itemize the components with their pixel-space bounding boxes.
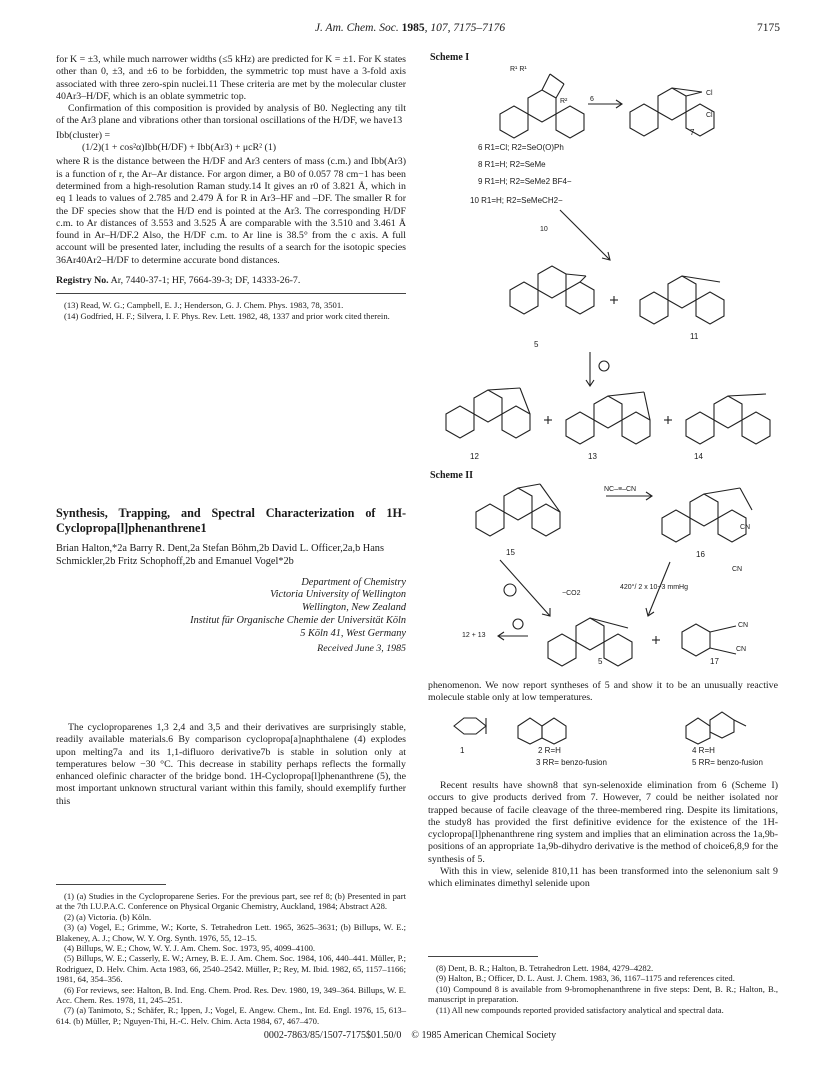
product-label: 12 + 13 bbox=[462, 632, 486, 639]
r-group-line: 6 R1=Cl; R2=SeO(O)Ph bbox=[478, 143, 564, 152]
paragraph: where R is the distance between the H/DF and Ar3 centers of mass (c.m.) and Ibb(Ar3) is a function of r, the Ar–Ar distance. For argon dimer, a B0 of 0.057 78 cm−1 has been determined from a high-resolution Raman study.14 It gives an r0 of 3.821 Å, which in eq 1 leads to values of 2.785 and 2.479 Å for R in Ar3–HF and –DF. The smaller R for the DF species show that the H/D end is pointed at the Ar3. The corresponding H/DF c.m. to Ar distances of 3.553 and 3.525 Å are comparable with the 3.510 and 3.461 Å found in Ar–H/DF.2 Also, the H/DF c.m. to Ar line is 38.5° from the c axis. A full account will be presented later, including the results of a search for the isotopic species 36Ar40Ar2–H/DF to determine accurate bond distances. bbox=[56, 156, 406, 266]
affiliation-line: Victoria University of Wellington bbox=[270, 589, 406, 601]
reference: (1) (a) Studies in the Cycloproparene Series. For the previous part, see ref 8; (b) Presented in part at the 7th I.U.P.A.C. Conference on Physical Organic Chemistry, Auckland, 1984; Abstract A28. bbox=[56, 891, 406, 912]
reference: (2) (a) Victoria. (b) Köln. bbox=[64, 911, 152, 922]
compound-label: 14 bbox=[694, 452, 703, 461]
references-bottom bbox=[56, 891, 406, 1026]
structure-label: 3 RR= benzo-fusion bbox=[536, 758, 607, 767]
reference: (4) Billups, W. E.; Chow, W. Y. J. Am. Chem. Soc. 1973, 95, 4099–4100. bbox=[64, 943, 316, 954]
footnotes-right bbox=[428, 950, 778, 1015]
compound-label: 7 bbox=[690, 128, 695, 137]
reference: (10) Compound 8 is available from 9-bromophenanthrene in five steps: Dent, B. R.; Halton, B., manuscript in preparation. bbox=[428, 983, 778, 1005]
r-group-line: 9 R1=H; R2=SeMe2 BF4− bbox=[478, 177, 572, 186]
references-top bbox=[56, 300, 406, 321]
compound-label: 5 bbox=[534, 340, 539, 349]
registry-text: Ar, 7440-37-1; HF, 7664-39-3; DF, 14333-26-7. bbox=[108, 275, 301, 287]
label-cl: Cl bbox=[706, 112, 713, 119]
reference: (9) Halton, B.; Officer, D. L. Aust. J. Chem. 1983, 36, 1167–1175 and references cited. bbox=[436, 973, 735, 984]
compound-label: 13 bbox=[588, 452, 597, 461]
structure-label: 5 RR= benzo-fusion bbox=[692, 758, 763, 767]
received-date: Received June 3, 1985 bbox=[317, 642, 406, 654]
equation-1 bbox=[56, 130, 406, 155]
reference: (5) Billups, W. E.; Casserly, E. W.; Arney, B. E. J. Am. Chem. Soc. 1984, 106, 440–441. Müller, P.; Rodriguez, D. Helv. Chim. Acta 1983, 66, 2540–2542. Müller, P.; Rey, M. Ibid. 1982, 65, 1157–1166; 1981, 64, 354–356. bbox=[56, 953, 406, 985]
divider bbox=[56, 293, 406, 294]
r-group-line: 8 R1=H; R2=SeMe bbox=[478, 160, 546, 169]
label-cn: CN bbox=[736, 646, 747, 653]
equation-line: (1/2)(1 + cos²α)Ibb(H/DF) + Ibb(Ar3) + μcR² (1) bbox=[82, 142, 277, 154]
affiliation-line: 5 Köln 41, West Germany bbox=[300, 627, 406, 639]
reagent-label: NC–≡–CN bbox=[604, 486, 637, 493]
scheme-1-reaction-top bbox=[480, 62, 780, 172]
scheme-1-products bbox=[436, 384, 786, 454]
label-cn: CN bbox=[738, 622, 749, 629]
reference: (14) Godfried, H. F.; Silvera, I. F. Phys. Rev. Lett. 1982, 48, 1337 and prior work cited therein. bbox=[64, 310, 390, 321]
affiliation-line: Department of Chemistry bbox=[301, 576, 406, 588]
references-right bbox=[428, 963, 778, 1015]
scheme-1-label: Scheme I bbox=[430, 52, 470, 63]
intro-block bbox=[56, 722, 406, 808]
paragraph: Recent results have shown8 that syn-selenoxide elimination from 6 (Scheme I) occurs to give products derived from 7. However, 7 could be neither isolated nor trapped because of facile cleavage of the three-membered ring. Despite its limitations, the study8 has provided the first definitive evidence for the existence of the 1H-cyclopropa[l]phenanthrene ring system and implies that an elimination across the 1a,9b-positions of an appropriate 1a,9b-dihydro derivative is the method of choice6,8,9 for the synthesis of 5. bbox=[428, 780, 778, 865]
reference: (3) (a) Vogel, E.; Grimme, W.; Korte, S. Tetrahedron Lett. 1965, 3625–3631; (b) Billups, W. E.; Blakeney, A. J.; Chow, W. Y. Org. Synth. 1976, 55, 12–15. bbox=[56, 922, 406, 943]
paragraph: for K = ±3, while much narrower widths (≤5 kHz) are predicted for K = ±1. For K states other than 0, ±3, and ±6 to be forbidden, the symmetric top must have a 3-fold axis associated with three zero-spin nuclei.11 These criteria are met by the molecular cluster 40Ar3–H/DF, which is an oblate symmetric top. bbox=[56, 54, 406, 102]
affiliation-line: Wellington, New Zealand bbox=[301, 602, 406, 614]
registry-numbers bbox=[56, 275, 406, 287]
equation-line: Ibb(cluster) = bbox=[56, 129, 111, 141]
arrow-label: 10 bbox=[540, 226, 548, 233]
structure-label: 4 R=H bbox=[692, 746, 715, 755]
reference: (6) For reviews, see: Halton, B. Ind. Eng. Chem. Prod. Res. Dev. 1980, 19, 349–364. Billups, W. E. Acc. Chem. Res. 1978, 11, 245–251. bbox=[56, 984, 406, 1006]
label-r1: R¹ R¹ bbox=[510, 66, 527, 73]
footnotes-left bbox=[56, 878, 406, 1026]
reference: (7) (a) Tanimoto, S.; Schäfer, R.; Ippen, J.; Vogel, E. Angew. Chem., Int. Ed. Engl. 1976, 15, 613–614. (b) Müller, P.; Nguyen-Thi, H.-C. Helv. Chim. Acta 1984, 67, 467–470. bbox=[56, 1005, 406, 1026]
paragraph: Confirmation of this composition is provided by analysis of B0. Neglecting any tilt of the Ar3 plane and vibrations other than torsional oscillations of the H/DF, we have13 bbox=[56, 103, 406, 127]
label-cn: CN bbox=[740, 524, 751, 531]
co2-label: −CO2 bbox=[562, 590, 581, 597]
paragraph: The cycloproparenes 1,3 2,4 and 3,5 and their derivatives are surprisingly stable, readily available materials.6 By comparison cyclopropa[a]naphthalene (4) explodes upon melting7a and its 1,1-difluoro derivative7b is stable in solution only at temperatures below −30 °C. This decrease in stability perhaps reflects the formally enhanced olefinic character of the bridge bond. 1H-Cyclopropa[l]phenanthrene (5), the most important unknown structural variant within this family, should exemplify further this bbox=[56, 722, 406, 807]
compound-label: 11 bbox=[690, 332, 699, 341]
article-title: Synthesis, Trapping, and Spectral Characterization of 1H-Cyclopropa[l]phenanthrene1 bbox=[56, 506, 406, 535]
reference: (8) Dent, B. R.; Halton, B. Tetrahedron Lett. 1984, 4279–4282. bbox=[436, 963, 654, 973]
label-cn: CN bbox=[732, 566, 743, 573]
structures-1-5 bbox=[440, 708, 780, 744]
paragraph: phenomenon. We now report syntheses of 5 and show it to be an unusually reactive molecule stable only at low temperatures. bbox=[428, 680, 778, 704]
compound-label: 16 bbox=[696, 550, 705, 559]
paragraph: With this in view, selenide 810,11 has been transformed into the selenonium salt 9 which eliminates dimethyl selenide upon bbox=[428, 866, 778, 890]
left-column bbox=[56, 54, 406, 321]
scheme-1-compounds-5-11 bbox=[490, 260, 750, 340]
conditions-label: 420°/ 2 x 10−3 mmHg bbox=[620, 584, 688, 591]
affiliations bbox=[56, 577, 406, 641]
label-r2: R² bbox=[560, 98, 568, 105]
structure-label: 1 bbox=[460, 746, 465, 755]
reference: (13) Read, W. G.; Campbell, E. J.; Henderson, G. J. Chem. Phys. 1983, 78, 3501. bbox=[64, 300, 344, 311]
registry-label: Registry No. bbox=[56, 275, 109, 287]
footnote-rule bbox=[56, 884, 166, 885]
compound-label: 12 bbox=[470, 452, 479, 461]
footnote-rule bbox=[428, 956, 538, 957]
scheme-2-bottom bbox=[456, 614, 786, 664]
label-cl: Cl bbox=[706, 90, 713, 97]
arrow-label: 6 bbox=[590, 96, 594, 103]
right-intro bbox=[428, 680, 778, 705]
article-heading bbox=[56, 506, 406, 655]
reference: (11) All new compounds reported provided satisfactory analytical and spectral data. bbox=[436, 1004, 724, 1015]
r-group-line: 10 R1=H; R2=SeMeCH2− bbox=[470, 196, 563, 205]
compound-label: 15 bbox=[506, 548, 515, 557]
affiliation-line: Institut für Organische Chemie der Universität Köln bbox=[190, 614, 406, 626]
copyright: © 1985 American Chemical Society bbox=[411, 1030, 557, 1041]
journal-citation: J. Am. Chem. Soc. 1985, 107, 7175–7176 bbox=[314, 22, 506, 34]
authors: Brian Halton,*2a Barry R. Dent,2a Stefan Böhm,2b David L. Officer,2a,b Hans Schmickler,2b Fritz Schophoff,2b and Emanuel Vogel*2b bbox=[56, 543, 384, 567]
scheme-2-label: Scheme II bbox=[430, 470, 474, 481]
compound-label: 5 bbox=[598, 657, 603, 666]
right-body bbox=[428, 780, 778, 891]
structure-label: 2 R=H bbox=[538, 746, 561, 755]
compound-label: 17 bbox=[710, 657, 719, 666]
page-number: 7175 bbox=[757, 22, 780, 34]
page-footer bbox=[0, 1030, 820, 1041]
issn-code: 0002-7863/85/1507-7175$01.50/0 bbox=[263, 1030, 402, 1041]
